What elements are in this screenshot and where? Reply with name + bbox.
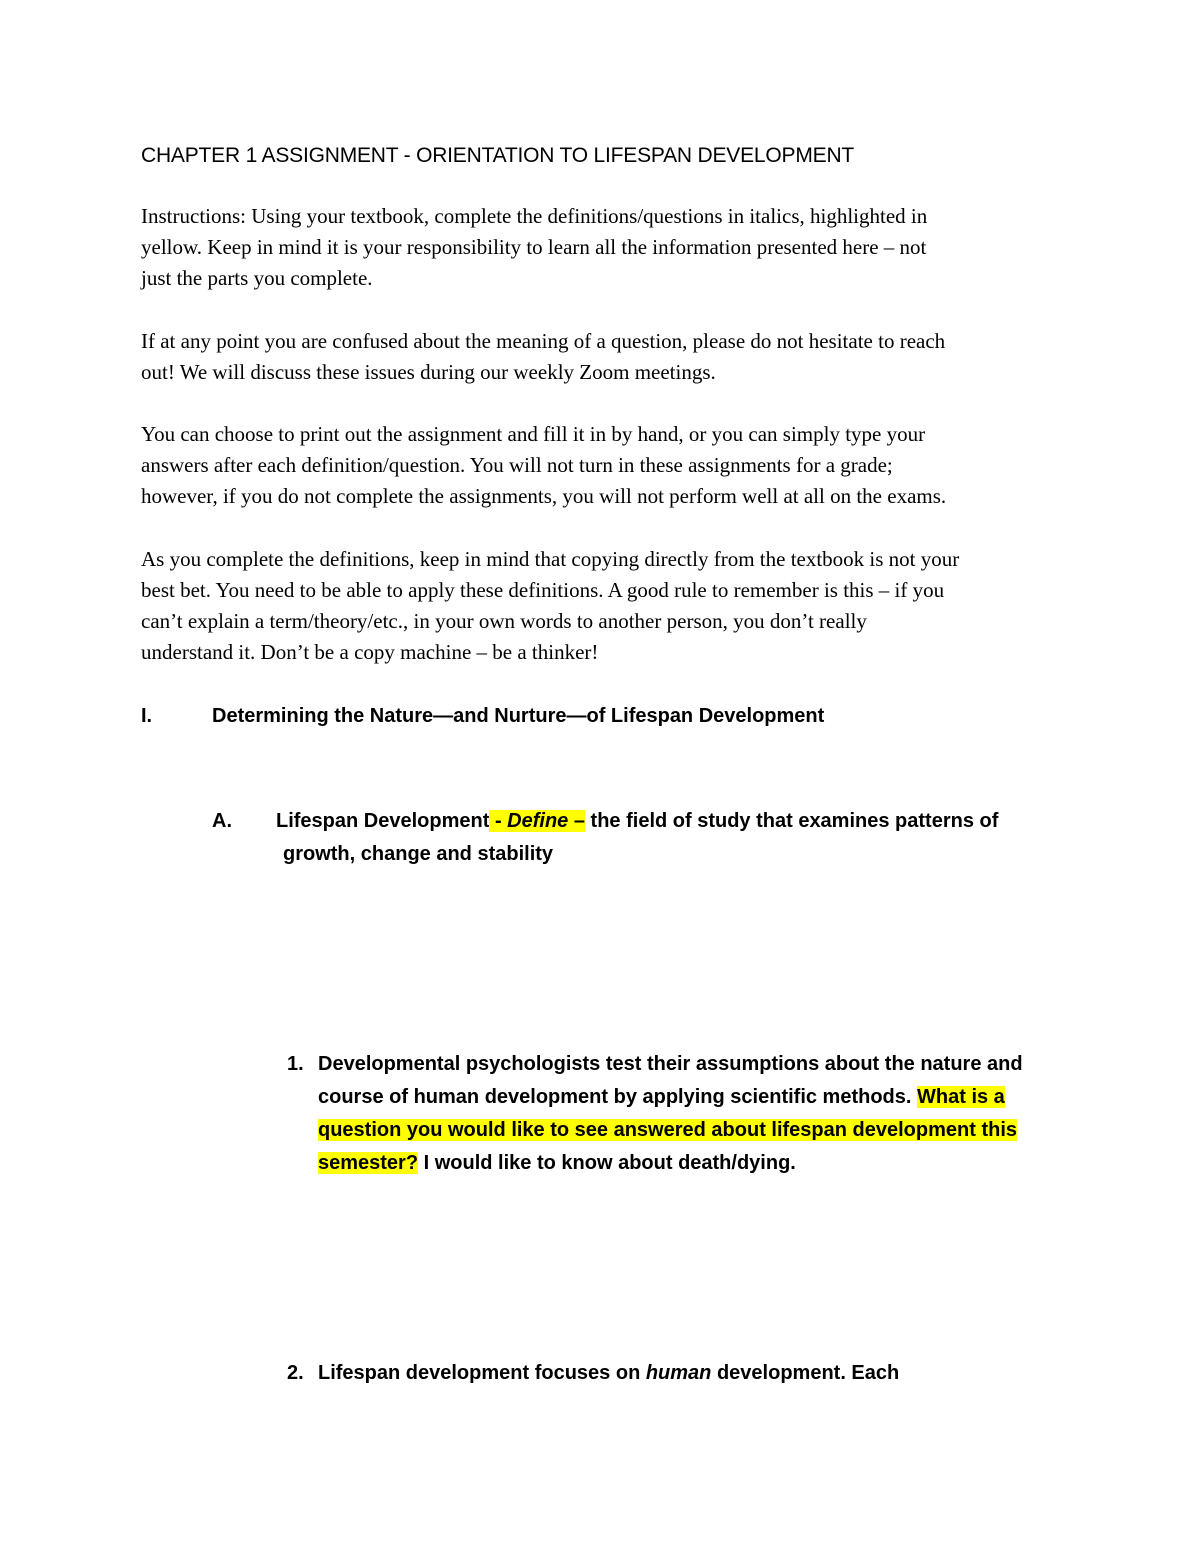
section-heading: Determining the Nature—and Nurture—of Lifespan Development: [212, 705, 825, 727]
item-1-line-3: [318, 1114, 1017, 1147]
item-1-question-part-2: question you would like to see answered about lifespan development this: [318, 1119, 1018, 1141]
item-1-line-2-plain: course of human development by applying: [318, 1086, 731, 1108]
instructions-paragraph: [141, 201, 1071, 294]
definitions-line-1: As you complete the definitions, keep in mind that copying directly from the textbook is not your: [141, 547, 960, 571]
confused-paragraph: [141, 326, 1071, 388]
definitions-line-2: best bet. You need to be able to apply these definitions. A good rule to remember is this – if you: [141, 578, 945, 602]
item-2-italic-word: human: [645, 1362, 712, 1384]
page-title: CHAPTER 1 ASSIGNMENT - ORIENTATION TO LIFESPAN DEVELOPMENT: [141, 144, 855, 167]
item-a-line-1: [276, 805, 998, 838]
definitions-line-4: understand it. Don’t be a copy machine – be a thinker!: [141, 640, 599, 664]
item-a-answer-part-2: growth, change and stability: [283, 843, 554, 865]
item-1-question-part-3: semester?: [318, 1152, 419, 1174]
define-label: Define: [507, 810, 569, 832]
instructions-line-2: yellow. Keep in mind it is your responsibility to learn all the information presented here – not: [141, 235, 927, 259]
print-line-1: You can choose to print out the assignment and fill it in by hand, or you can simply type your: [141, 422, 926, 446]
print-line-3: however, if you do not complete the assignments, you will not perform well at all on the exams.: [141, 484, 947, 508]
item-1-line-2: [318, 1081, 1005, 1114]
item-1-line-2-rest: methods.: [817, 1086, 918, 1108]
confused-line-1: If at any point you are confused about the meaning of a question, please do not hesitate to reach: [141, 329, 946, 353]
print-line-2: answers after each definition/question. You will not turn in these assignments for a grade;: [141, 453, 893, 477]
item-2-text-after: development. Each: [711, 1362, 900, 1384]
item-1-scientific: scientific: [730, 1086, 817, 1108]
instructions-line-3: just the parts you complete.: [141, 266, 373, 290]
instructions-line-1: Instructions: Using your textbook, complete the definitions/questions in italics, highlighted in: [141, 204, 928, 228]
item-a-answer-part-1: the field of study that examines patterns of: [584, 810, 999, 832]
item-a-letter: A.: [212, 810, 232, 832]
section-numeral: I.: [141, 705, 153, 727]
item-2-text-before: Lifespan development focuses on: [318, 1362, 646, 1384]
definitions-paragraph: [141, 544, 1071, 668]
confused-line-2: out! We will discuss these issues during our weekly Zoom meetings.: [141, 360, 716, 384]
print-paragraph: [141, 419, 1071, 512]
item-1-line-1: Developmental psychologists test their assumptions about the nature and: [318, 1053, 1023, 1075]
item-1-answer: I would like to know about death/dying.: [418, 1152, 796, 1174]
define-prefix: -: [489, 810, 508, 832]
item-1-number: 1.: [287, 1053, 304, 1075]
item-2-line-1: [318, 1357, 899, 1390]
item-2-number: 2.: [287, 1362, 304, 1384]
item-1-question-part-1: What is a: [917, 1086, 1005, 1108]
define-dash: –: [568, 810, 585, 832]
item-1-line-4: [318, 1147, 796, 1180]
item-a-term: Lifespan Development: [276, 810, 490, 832]
definitions-line-3: can’t explain a term/theory/etc., in your own words to another person, you don’t really: [141, 609, 867, 633]
